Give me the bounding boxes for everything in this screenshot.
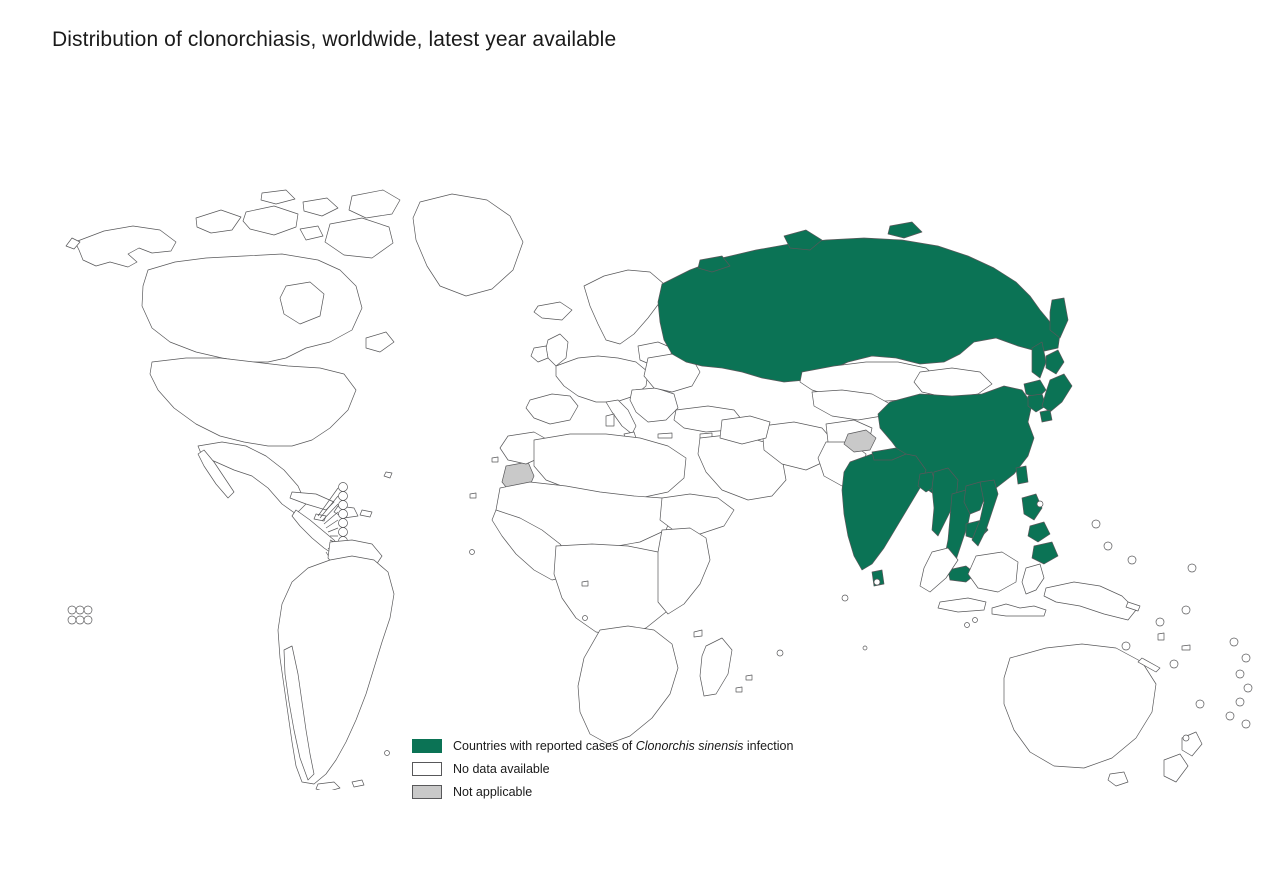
island-falkland	[352, 780, 364, 787]
world-map-svg	[0, 90, 1280, 790]
country-new-zealand-south	[1164, 754, 1188, 782]
legend-label-not-applicable: Not applicable	[453, 784, 533, 799]
region-horn-of-africa	[660, 494, 734, 534]
island-marker	[84, 606, 92, 614]
legend-label-endemic-species: Clonorchis sinensis	[635, 738, 744, 753]
page-title: Distribution of clonorchiasis, worldwide, latest year available	[52, 28, 617, 51]
island-bermuda	[384, 472, 392, 478]
country-greenland	[413, 194, 523, 296]
island-marker	[84, 616, 92, 624]
island-marker	[1236, 698, 1244, 706]
region-africa	[470, 432, 752, 744]
country-united-states	[150, 358, 356, 446]
island-arctic-small-1	[303, 198, 338, 216]
island-marker	[1128, 556, 1136, 564]
region-southern-africa	[578, 626, 678, 744]
island-marker	[76, 606, 84, 614]
legend-label-endemic-post: infection	[743, 738, 794, 753]
island-baffin	[325, 218, 393, 258]
island-marker	[1156, 618, 1164, 626]
island-marker	[68, 606, 76, 614]
country-united-kingdom	[546, 334, 568, 366]
island-marker	[1196, 700, 1204, 708]
island-lesser-sunda	[992, 604, 1046, 616]
island-marker	[339, 528, 348, 537]
island-marker	[1182, 606, 1190, 614]
island-reunion	[736, 687, 742, 692]
island-marker	[863, 646, 867, 650]
legend-swatch-no-data	[412, 762, 442, 776]
island-new-guinea	[1044, 582, 1136, 620]
island-iceland	[534, 302, 572, 320]
island-marker	[339, 492, 348, 501]
island-marker	[1242, 654, 1250, 662]
island-marker	[965, 623, 970, 628]
island-sulawesi	[1022, 564, 1044, 594]
legend-label-no-data: No data available	[453, 761, 550, 776]
island-marker	[874, 579, 880, 585]
island-marker	[385, 751, 390, 756]
island-mauritius	[746, 675, 752, 680]
island-marker	[842, 595, 848, 601]
island-java	[938, 598, 986, 612]
island-fiji	[1182, 645, 1190, 650]
island-marker	[339, 519, 348, 528]
country-japan-honshu	[1042, 374, 1072, 412]
legend-swatch-endemic	[412, 739, 442, 753]
island-marker	[1230, 638, 1238, 646]
island-marker	[1092, 520, 1100, 528]
country-norway-sweden-finland	[584, 270, 664, 344]
island-madagascar	[700, 638, 732, 696]
island-marker	[973, 618, 978, 623]
island-sao-tome	[582, 581, 588, 586]
island-vanuatu	[1158, 633, 1164, 640]
map-legend	[412, 735, 892, 804]
island-severnaya-zemlya	[888, 222, 922, 238]
island-sardinia-corsica	[606, 414, 614, 426]
legend-label-endemic	[453, 739, 793, 753]
island-marker	[1242, 720, 1250, 728]
country-philippines-mindanao	[1032, 542, 1058, 564]
island-puerto-rico	[360, 510, 372, 517]
island-marker	[1122, 642, 1130, 650]
country-spain-portugal	[526, 394, 578, 424]
legend-swatch-not-applicable	[412, 785, 442, 799]
region-east-africa	[658, 528, 710, 614]
country-philippines-visayas	[1028, 522, 1050, 542]
legend-label-endemic-pre: Countries with reported cases of	[453, 738, 636, 753]
island-arctic-small-3	[300, 226, 323, 240]
island-canary	[492, 457, 498, 462]
island-marker	[1236, 670, 1244, 678]
island-marker	[339, 501, 348, 510]
country-united-states-alaska	[75, 226, 176, 267]
country-japan	[1046, 350, 1064, 374]
island-marker	[1104, 542, 1112, 550]
world-map	[0, 90, 1280, 790]
island-marker	[1188, 564, 1196, 572]
island-crete	[658, 433, 672, 438]
country-australia	[1004, 644, 1156, 768]
island-marker	[68, 616, 76, 624]
island-comoros	[694, 630, 702, 637]
island-kamchatka	[1050, 298, 1068, 338]
country-iraq-syria	[720, 416, 770, 444]
island-newfoundland	[366, 332, 394, 352]
country-japan-kyushu	[1040, 410, 1052, 422]
island-victoria	[243, 206, 298, 235]
island-tasmania	[1108, 772, 1128, 786]
island-marker	[1037, 501, 1043, 507]
legend-item-no-data	[412, 758, 892, 779]
island-marker	[339, 483, 348, 492]
island-borneo	[968, 552, 1018, 592]
island-arctic-small-2	[261, 190, 295, 204]
island-ellesmere	[349, 190, 400, 218]
island-marker	[1226, 712, 1234, 720]
country-canada	[142, 254, 362, 362]
island-marker	[583, 616, 588, 621]
region-north-america	[66, 190, 523, 624]
island-marker	[1244, 684, 1252, 692]
island-marker	[470, 550, 475, 555]
region-oceania	[920, 501, 1252, 786]
island-marker	[777, 650, 783, 656]
region-south-america	[278, 540, 394, 790]
country-india	[842, 452, 926, 570]
island-marker	[1183, 735, 1189, 741]
legend-item-endemic	[412, 735, 892, 756]
island-tierra-del-fuego	[316, 782, 340, 790]
island-marker	[1170, 660, 1178, 668]
island-marker	[339, 510, 348, 519]
country-taiwan	[1016, 466, 1028, 484]
region-balkans	[630, 388, 678, 422]
island-banks	[196, 210, 241, 233]
country-ireland	[531, 346, 548, 362]
island-cape-verde	[470, 493, 476, 498]
legend-item-not-applicable	[412, 781, 892, 802]
island-marker	[76, 616, 84, 624]
